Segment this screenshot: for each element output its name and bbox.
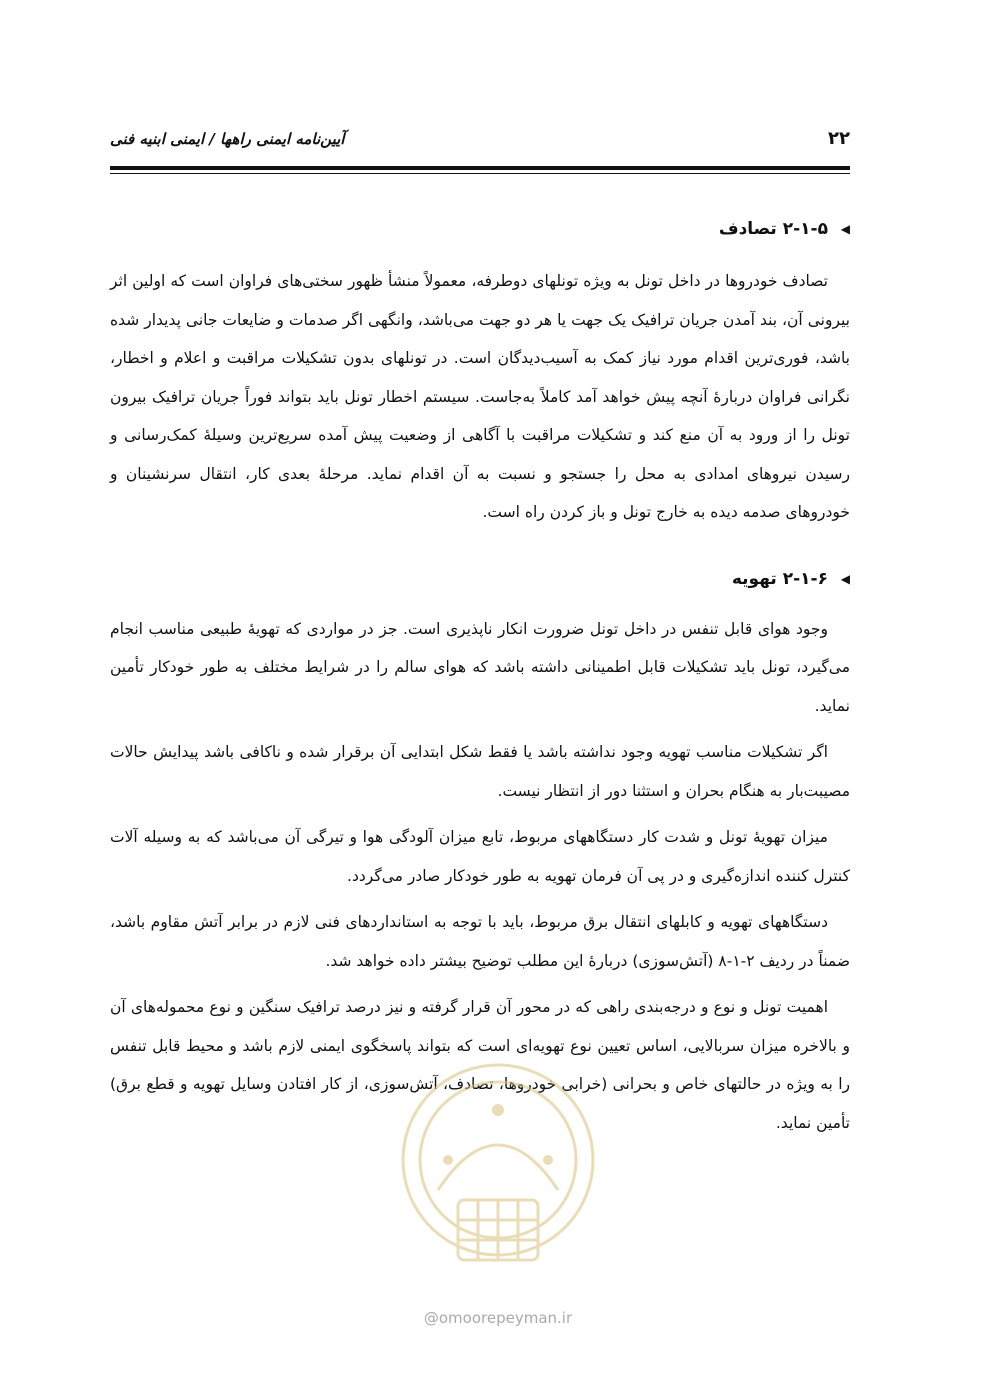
section-heading-text: ۲-۱-۶ تهویه bbox=[731, 568, 828, 589]
paragraph: دستگاههای تهویه و کابلهای انتقال برق مربوط، باید با توجه به استانداردهای فنی لازم در برابر آتش مقاوم باشد، ضمناً در ردیف ۲-۱-۸ (آتش‌سوزی) دربارهٔ این مطلب توضیح بیشتر داده خواهد شد. bbox=[110, 913, 850, 970]
header-rule-thin bbox=[110, 173, 850, 174]
section-heading bbox=[110, 214, 850, 244]
page-header bbox=[110, 128, 850, 152]
bullet-arrow-icon: ◀ bbox=[840, 222, 850, 236]
paragraph: تصادف خودروها در داخل تونل به ویژه تونلهای دوطرفه، معمولاً منشأ ظهور سختی‌های فراوان است که اولین اثر بیرونی آن، بند آمدن جریان ترافیک یک جهت یا هر دو جهت می‌باشد، وانگهی اگر صدمات و ضایعات جانی پدیدار شده باشد، فوری‌ترین اقدام مورد نیاز کمک به آسیب‌دیدگان است. در تونلهای بدون تشکیلات مراقبت و اعلام و اخطار، نگرانی فراوان دربارهٔ آنچه پیش خواهد آمد کاملاً به‌جاست. سیستم اخطار تونل باید بتواند فوراً جریان ترافیک بیرون تونل را از ورود به آن منع کند و تشکیلات مراقبت با آگاهی از وضعیت پیش آمده سریع‌ترین وسیلهٔ کمک‌رسانی و رسیدن نیروهای امدادی به محل را جستجو و نسبت به آن اقدام نماید. مرحلهٔ بعدی کار، انتقال سرنشینان و خودروهای صدمه دیده به خارج تونل و باز کردن راه است. bbox=[110, 272, 850, 521]
paragraph: میزان تهویهٔ تونل و شدت کار دستگاههای مربوط، تابع میزان آلودگی هوا و تیرگی آن می‌باشد که به وسیله آلات کنترل کننده اندازه‌گیری و در پی آن فرمان تهویه به طور خودکار صادر می‌گردد. bbox=[110, 828, 850, 885]
paragraph: وجود هوای قابل تنفس در داخل تونل ضرورت انکار ناپذیری است. جز در مواردی که تهویهٔ طبیعی مناسب انجام می‌گیرد، تونل باید تشکیلات قابل اطمینانی داشته باشد که هوای سالم را در شرایط مختلف به طور خودکار تأمین نماید. bbox=[110, 619, 850, 715]
page-number: ۲۲ bbox=[828, 128, 850, 149]
header-rule-thick bbox=[110, 166, 850, 170]
section-heading-text: ۲-۱-۵ تصادف bbox=[718, 219, 828, 239]
paragraph: اگر تشکیلات مناسب تهویه وجود نداشته باشد یا فقط شکل ابتدایی آن برقرار شده و ناکافی باشد پیدایش حالات مصیبت‌بار به هنگام بحران و استثنا دور از انتظار نیست. bbox=[110, 743, 850, 800]
running-title: آیین‌نامه ایمنی راهها / ایمنی ابنیه فنی bbox=[110, 130, 345, 148]
paragraph: اهمیت تونل و نوع و درجه‌بندی راهی که در محور آن قرار گرفته و نیز درصد ترافیک سنگین و نوع محموله‌های آن و بالاخره میزان سربالایی، اساس تعیین نوع تهویه‌ای است که بتواند پاسخگوی ایمنی لازم باشد و محیط قابل تنفس را به ویژه در حالتهای خاص و بحرانی (خرابی خودروها، تصادف، آتش‌سوزی، از کار افتادن وسایل تهویه و قطع برق) تأمین نماید. bbox=[110, 998, 850, 1132]
section-heading bbox=[110, 564, 850, 594]
page-content bbox=[110, 214, 850, 1150]
watermark-seal-icon bbox=[378, 1040, 618, 1340]
bullet-arrow-icon: ◀ bbox=[840, 571, 850, 586]
watermark-text: @omoorepeyman.ir bbox=[423, 1309, 573, 1327]
